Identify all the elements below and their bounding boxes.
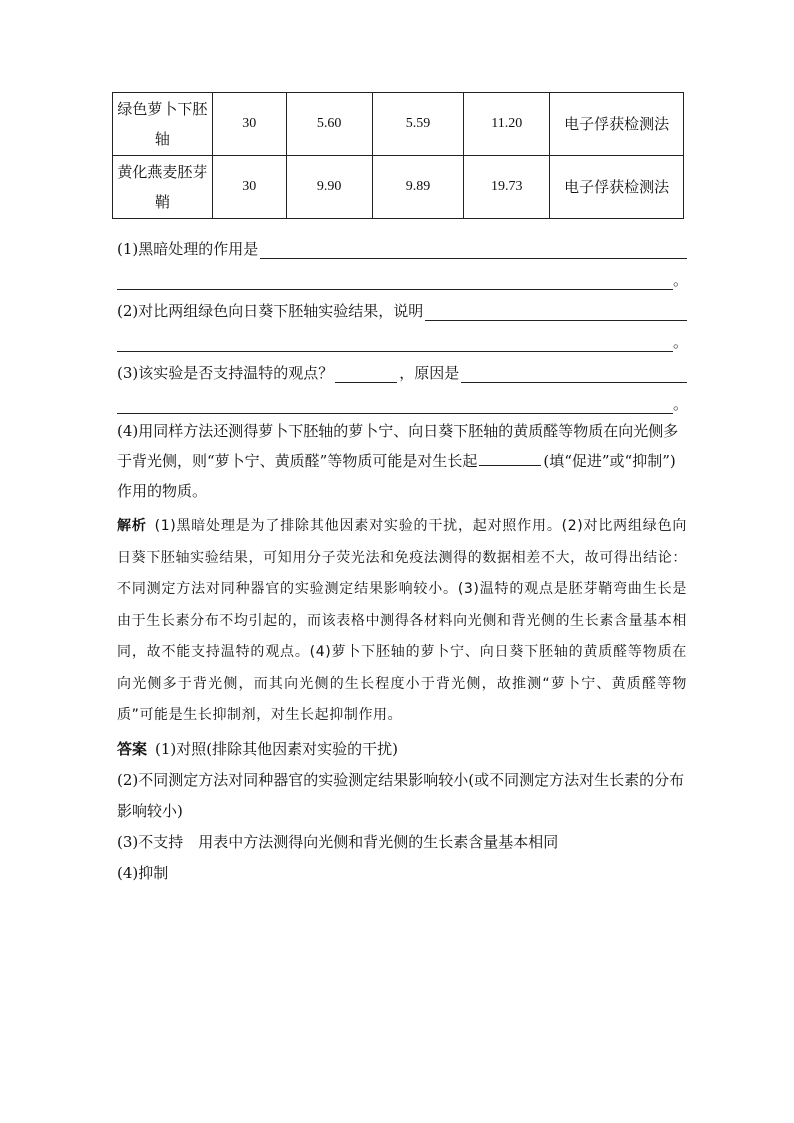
answer-3: (3)不支持 用表中方法测得向光侧和背光侧的生长素含量基本相同 (117, 832, 559, 851)
count-cell: 30 (212, 156, 286, 219)
answer-1 (117, 734, 687, 765)
value-cell: 19.73 (464, 156, 550, 219)
material-cell: 黄化燕麦胚芽鞘 (113, 156, 213, 219)
question-3 (117, 352, 687, 383)
material-cell: 绿色萝卜下胚轴 (113, 93, 213, 156)
answer-blank (117, 333, 673, 352)
answer-blank (117, 395, 673, 414)
answer-blank (335, 366, 397, 383)
answer-1-text: (1)对照(排除其他因素对实验的干扰) (155, 739, 398, 758)
value-cell: 5.59 (372, 93, 464, 156)
answer-blank (117, 271, 673, 290)
answer-blank (479, 449, 541, 466)
method-cell: 电子俘获检测法 (550, 156, 684, 219)
table-row (113, 93, 684, 156)
answer-blank (260, 240, 687, 259)
answer-4: (4)抑制 (117, 863, 169, 882)
value-cell: 11.20 (464, 93, 550, 156)
value-cell: 5.60 (286, 93, 372, 156)
question-3-text-b: ，原因是 (399, 364, 460, 382)
table-row (113, 156, 684, 219)
value-cell: 9.89 (372, 156, 464, 219)
answer-blank (461, 364, 687, 383)
question-4-text-b: (填“促进”或“抑制”)作用的物质。 (117, 452, 676, 500)
value-cell: 9.90 (286, 156, 372, 219)
question-content (117, 228, 687, 889)
analysis-section (117, 511, 687, 732)
answer-2: (2)不同测定方法对同种器官的实验测定结果影响较小(或不同测定方法对生长素的分布影响较小) (117, 770, 685, 820)
data-table (112, 92, 684, 219)
analysis-text: (1)黑暗处理是为了排除其他因素对实验的干扰，起对照作用。(2)对比两组绿色向日葵下胚轴实验结果，可知用分子荧光法和免疫法测得的数据相差不大，故可得出结论：不同测定方法对同种器官的实验测定结果影响较小。(3)温特的观点是胚芽鞘弯曲生长是由于生长素分布不均引起的，而该表格中测得各材料向光侧和背光侧的生长素含量基本相同，故不能支持温特的观点。(4)萝卜下胚轴的萝卜宁、向日葵下胚轴的黄质醛等物质在向光侧多于背光侧，而其向光侧的生长程度小于背光侧，故推测“萝卜宁、黄质醛等物质”可能是生长抑制剂，对生长起抑制作用。 (117, 518, 688, 723)
answer-line (117, 321, 687, 352)
period-mark: 。 (673, 395, 689, 413)
method-cell: 电子俘获检测法 (550, 93, 684, 156)
question-3-text: (3)该实验是否支持温特的观点？ (117, 364, 334, 382)
question-2 (117, 290, 687, 321)
question-1 (117, 228, 687, 259)
count-cell: 30 (212, 93, 286, 156)
answer-label: 答案 (117, 739, 148, 758)
question-2-text: (2)对比两组绿色向日葵下胚轴实验结果，说明 (117, 302, 424, 320)
analysis-label: 解析 (117, 518, 147, 534)
question-1-text: (1)黑暗处理的作用是 (117, 240, 259, 258)
question-4 (117, 416, 687, 506)
answer-line (117, 259, 687, 290)
answer-line (117, 383, 687, 414)
period-mark: 。 (673, 271, 689, 289)
period-mark: 。 (673, 333, 689, 351)
answer-blank (425, 302, 687, 321)
question-4-text: (4)用同样方法还测得萝卜下胚轴的萝卜宁、向日葵下胚轴的黄质醛等物质在向光侧多于背光侧，则“萝卜宁、黄质醛”等物质可能是对生长起 (117, 422, 679, 470)
